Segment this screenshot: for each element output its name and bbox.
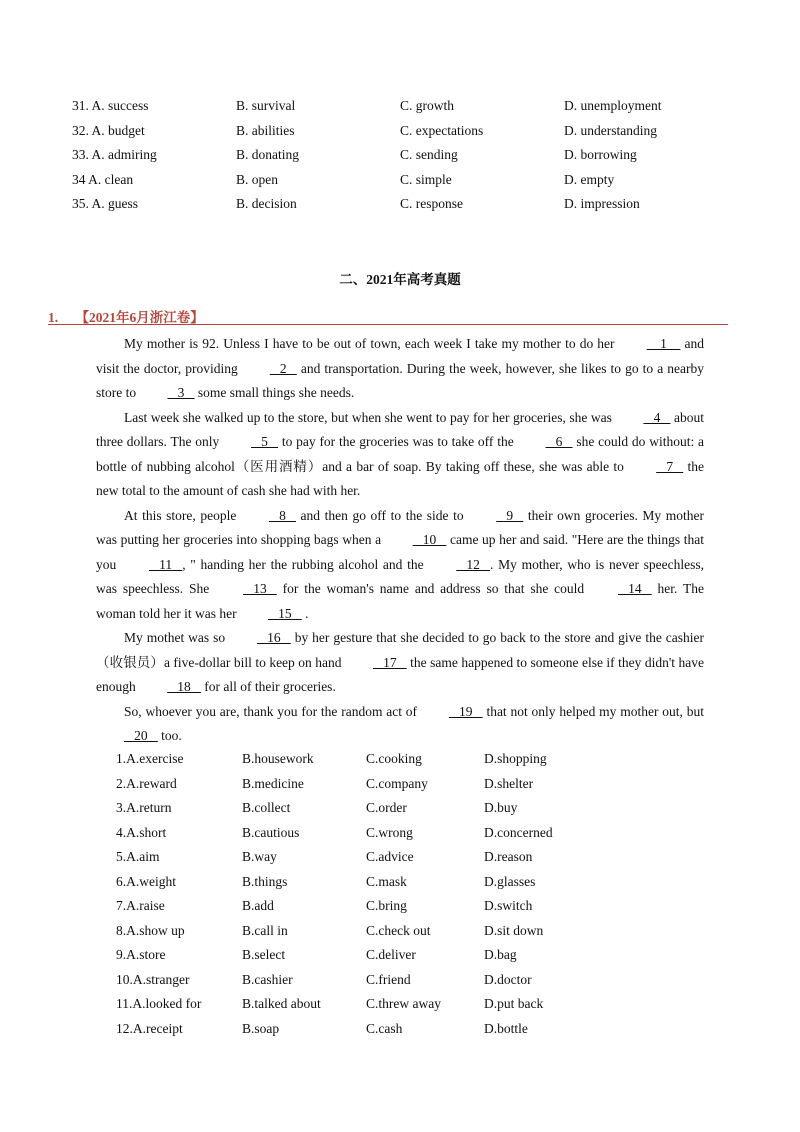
answer-blank: 19	[448, 703, 483, 719]
passage-text: and then go off to the side to	[295, 507, 469, 523]
option-d: D.buy	[484, 800, 518, 816]
answer-blank: 18	[167, 679, 201, 694]
option-d: D. unemployment	[564, 98, 662, 114]
option-row	[116, 747, 716, 772]
option-b: B. abilities	[236, 122, 295, 138]
paragraph-5	[96, 700, 704, 749]
option-row	[116, 845, 716, 870]
passage-text: the same happened to someone else if they didn't have enough	[96, 654, 704, 694]
cloze-passage	[96, 332, 704, 749]
answer-blank: 20	[124, 728, 158, 743]
option-b: B. donating	[236, 147, 299, 163]
option-d: D.doctor	[484, 971, 532, 987]
passage-text: . My mother, who is never speechless, was speechless. She	[96, 556, 705, 596]
passage-text: and visit the doctor, providing	[96, 336, 704, 376]
option-c: C.bring	[366, 898, 407, 914]
option-c: C.company	[366, 775, 428, 791]
answer-blank: 15	[267, 605, 302, 621]
option-c: C. growth	[400, 98, 454, 114]
answer-blank: 9	[496, 507, 524, 523]
answer-blank: 1	[646, 336, 681, 351]
answer-blank: 13	[243, 581, 277, 596]
option-b: B.collect	[242, 800, 291, 816]
option-b: B.select	[242, 947, 286, 963]
option-b: B.medicine	[242, 775, 304, 791]
passage-text: about three dollars. The only	[96, 409, 704, 449]
passage-text: , " handing her the rubbing alcohol and the	[182, 556, 429, 572]
paragraph-3	[96, 504, 704, 627]
passage-text: My mother is 92. Unless I have to be out of town, each week I take my mother to do her	[124, 336, 619, 351]
option-c: C.friend	[366, 971, 411, 987]
option-a: 8.A.show up	[116, 922, 185, 938]
answer-blank: 17	[372, 654, 407, 670]
option-b: B.talked about	[242, 996, 321, 1012]
option-b: B.soap	[242, 1020, 280, 1036]
passage-text: she could do without: a bottle of nubbing alcohol（医用酒精）and a bar of soap. By taking off these, she was able to	[96, 434, 704, 474]
option-a: 31. A. success	[72, 98, 149, 114]
answer-blank: 3	[167, 385, 195, 400]
option-b: B.add	[242, 898, 274, 914]
option-c: C.mask	[366, 873, 407, 889]
option-row	[72, 119, 732, 144]
passage-text: their own groceries. My mother was putting her groceries into shopping bags when a	[96, 507, 705, 547]
previous-question-options	[72, 94, 732, 217]
option-d: D.shopping	[484, 751, 547, 767]
question-source: 【2021年6月浙江卷】	[75, 310, 204, 325]
option-b: B.cautious	[242, 824, 300, 840]
option-row	[116, 1017, 716, 1042]
option-c: C. simple	[400, 171, 452, 187]
passage-text: too.	[157, 728, 182, 743]
passage-text: So, whoever you are, thank you for the random act of	[124, 703, 421, 719]
option-a: 33. A. admiring	[72, 147, 157, 163]
option-d: D. impression	[564, 196, 640, 212]
passage-text: .	[301, 605, 309, 621]
option-d: D. understanding	[564, 122, 657, 138]
option-d: D. borrowing	[564, 147, 637, 163]
option-a: 3.A.return	[116, 800, 172, 816]
passage-text: came up her and said. "Here are the things that you	[96, 532, 704, 572]
option-d: D.bottle	[484, 1020, 528, 1036]
option-d: D.bag	[484, 947, 517, 963]
option-row	[72, 168, 732, 193]
option-c: C.order	[366, 800, 407, 816]
option-a: 6.A.weight	[116, 873, 176, 889]
passage-text: some small things she needs.	[194, 385, 355, 400]
option-c: C.deliver	[366, 947, 416, 963]
option-a: 2.A.reward	[116, 775, 177, 791]
paragraph-1	[96, 332, 704, 406]
option-b: B.cashier	[242, 971, 293, 987]
answer-blank: 10	[412, 532, 447, 547]
option-a: 7.A.raise	[116, 898, 165, 914]
option-a: 34 A. clean	[72, 171, 134, 187]
question-number: 1.	[48, 310, 59, 325]
answer-blank: 2	[269, 360, 297, 376]
option-a: 12.A.receipt	[116, 1020, 183, 1036]
answer-blank: 8	[268, 507, 296, 523]
option-b: B.call in	[242, 922, 288, 938]
option-b: B. decision	[236, 196, 297, 212]
option-row	[116, 772, 716, 797]
option-row	[116, 821, 716, 846]
answer-blank: 7	[656, 458, 684, 474]
answer-blank: 5	[251, 434, 279, 449]
option-b: B. open	[236, 171, 278, 187]
option-c: C.advice	[366, 849, 414, 865]
option-c: C.wrong	[366, 824, 413, 840]
option-c: C. response	[400, 196, 463, 212]
passage-text: My mothet was so	[124, 630, 230, 645]
question-header	[48, 306, 728, 325]
passage-text: for all of their groceries.	[200, 679, 336, 694]
passage-text: that not only helped my mother out, but	[482, 703, 704, 719]
option-c: C.cash	[366, 1020, 403, 1036]
option-row	[72, 143, 732, 168]
passage-text: her. The woman told her it was her	[96, 581, 704, 621]
option-d: D.shelter	[484, 775, 534, 791]
passage-text: for the woman's name and address so that she could	[276, 581, 590, 596]
option-c: C.check out	[366, 922, 431, 938]
option-a: 32. A. budget	[72, 122, 145, 138]
passage-text: by her gesture that she decided to go back to the store and give the cashier（收银员）a five-dollar bill to keep on hand	[96, 630, 704, 670]
answer-blank: 6	[545, 434, 573, 449]
option-b: B. survival	[236, 98, 296, 114]
option-row	[116, 992, 716, 1017]
option-a: 1.A.exercise	[116, 751, 184, 767]
passage-text: At this store, people	[124, 507, 241, 523]
answer-blank: 14	[617, 581, 652, 596]
option-row	[72, 94, 732, 119]
option-b: B.housework	[242, 751, 314, 767]
option-b: B.things	[242, 873, 288, 889]
option-row	[72, 192, 732, 217]
paragraph-4	[96, 626, 704, 700]
option-d: D.reason	[484, 849, 533, 865]
answer-blank: 4	[643, 409, 671, 425]
option-a: 10.A.stranger	[116, 971, 190, 987]
option-row	[116, 968, 716, 993]
paragraph-2	[96, 406, 704, 504]
option-d: D.sit down	[484, 922, 544, 938]
passage-text: to pay for the groceries was to take off the	[278, 434, 518, 449]
option-b: B.way	[242, 849, 277, 865]
option-row	[116, 943, 716, 968]
option-c: C.threw away	[366, 996, 441, 1012]
option-d: D. empty	[564, 171, 615, 187]
option-d: D.put back	[484, 996, 544, 1012]
option-d: D.glasses	[484, 873, 536, 889]
option-row	[116, 919, 716, 944]
passage-text: the new total to the amount of cash she had with her.	[96, 458, 704, 498]
option-a: 11.A.looked for	[116, 996, 202, 1012]
passage-text: Last week she walked up to the store, but when she went to pay for her groceries, she was	[124, 409, 616, 425]
option-a: 35. A. guess	[72, 196, 139, 212]
option-c: C. expectations	[400, 122, 484, 138]
option-a: 5.A.aim	[116, 849, 160, 865]
option-d: D.concerned	[484, 824, 553, 840]
section-title: 二、2021年高考真题	[339, 272, 461, 287]
option-row	[116, 870, 716, 895]
passage-text: and transportation. During the week, however, she likes to go to a nearby store to	[96, 360, 704, 400]
answer-blank: 11	[148, 556, 183, 572]
option-row	[116, 894, 716, 919]
option-c: C. sending	[400, 147, 458, 163]
option-a: 9.A.store	[116, 947, 166, 963]
answer-blank: 16	[257, 630, 291, 645]
answer-blank: 12	[456, 556, 491, 572]
option-d: D.switch	[484, 898, 533, 914]
option-c: C.cooking	[366, 751, 422, 767]
option-a: 4.A.short	[116, 824, 167, 840]
answer-options	[116, 747, 716, 1041]
option-row	[116, 796, 716, 821]
